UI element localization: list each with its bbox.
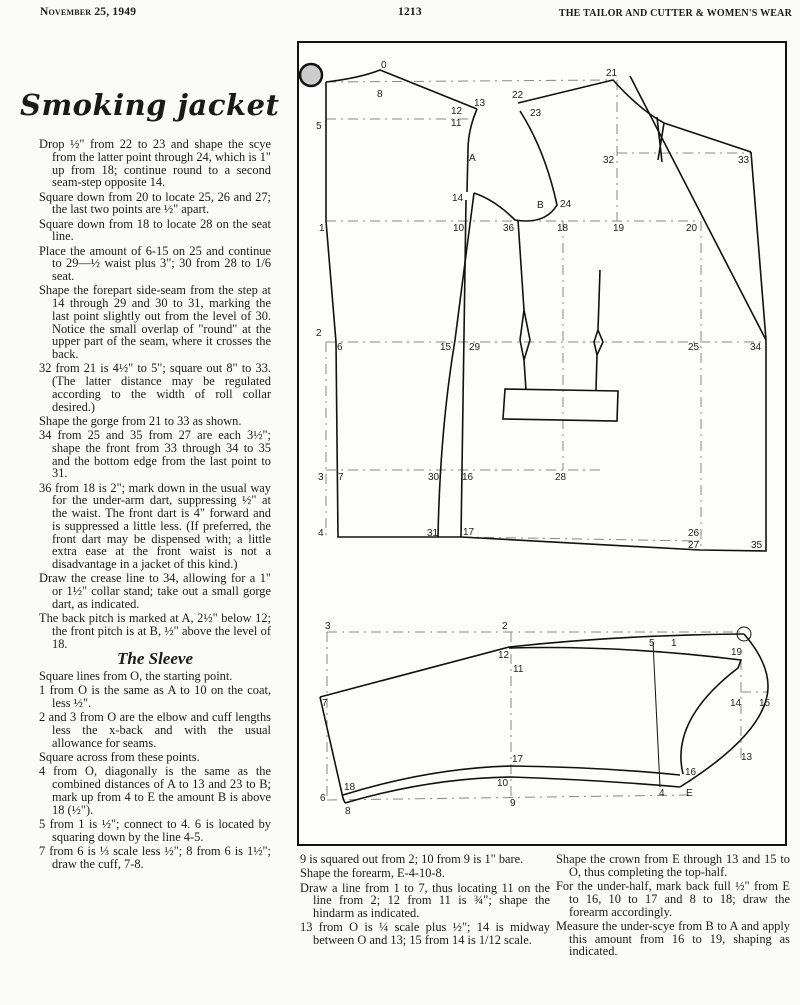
point-label: 3: [318, 472, 324, 483]
point-label: 33: [738, 155, 750, 166]
paragraph: 7 from 6 is ⅓ scale less ½"; 8 from 6 is 1½"; draw the cuff, 7-8.: [39, 843, 271, 871]
point-label: 22: [512, 90, 524, 101]
point-label: 25: [688, 342, 700, 353]
point-label: 1: [671, 638, 677, 649]
point-label: 3: [325, 621, 331, 632]
paragraph: 13 from O is ¼ scale plus ½"; 14 is midway between O and 13; 15 from 14 is 1/12 scale.: [300, 920, 550, 947]
paragraph: Shape the gorge from 21 to 33 as shown.: [39, 413, 242, 428]
point-label: 24: [560, 199, 572, 210]
point-label: 0: [381, 60, 387, 71]
point-label: 7: [322, 698, 328, 709]
point-label: 28: [555, 472, 567, 483]
point-label: 34: [750, 342, 762, 353]
left-text-column: [39, 138, 271, 872]
issue-date: November 25, 1949: [40, 6, 137, 18]
article-title: Smoking jacket: [20, 88, 280, 122]
point-label: 9: [510, 798, 516, 809]
paragraph: For the under-half, mark back full ½" from E to 16, 10 to 17 and 8 to 18; draw the forearm accordingly.: [556, 879, 790, 919]
paragraph: Square down from 20 to locate 25, 26 and 27; the last two points are ½" apart.: [39, 189, 271, 217]
point-label: 5: [649, 638, 655, 649]
point-label: 20: [686, 223, 698, 234]
paragraph: 32 from 21 is 4½" to 5"; square out 8" to 33. (The latter distance may be regulated according to the width of roll collar desired.): [39, 361, 271, 414]
point-label: 4: [318, 528, 324, 539]
point-label: 15: [440, 342, 452, 353]
paragraph: Shape the forearm, E-4-10-8.: [300, 866, 445, 881]
point-label: 8: [377, 89, 383, 100]
point-label: 2: [316, 328, 322, 339]
point-label: 31: [427, 528, 439, 539]
point-label: 18: [557, 223, 569, 234]
bottom-text-column-1: [300, 853, 550, 948]
point-label: 29: [469, 342, 481, 353]
paragraph: Draw the crease line to 34, allowing for a 1" or 1½" collar stand; take out a small gorge dart, as indicated.: [39, 571, 271, 611]
paragraph: Shape the crown from E through 13 and 15 to O, thus completing the top-half.: [556, 852, 790, 879]
paragraph: Square across from these points.: [39, 750, 200, 764]
paragraph: 2 and 3 from O are the elbow and cuff lengths less the x-back and with the usual allowance for seams.: [39, 710, 271, 750]
origin-marker: [300, 64, 322, 86]
point-label: 11: [513, 664, 524, 675]
point-label: E: [686, 788, 693, 799]
pattern-diagram: [296, 40, 790, 848]
point-label: 32: [603, 155, 615, 166]
paragraph: Shape the forepart side-seam from the step at 14 through 29 and 30 to 31, marking the last point slightly out from the level of 30. Notice the small overlap of "round" at the upper part of the seam, where it crosses the back.: [39, 283, 271, 361]
point-label: 16: [462, 472, 474, 483]
paragraph: Square lines from O, the starting point.: [39, 669, 233, 683]
point-label: 14: [730, 698, 742, 709]
point-label: 14: [452, 193, 464, 204]
paragraph: Square down from 18 to locate 28 on the seat line.: [39, 216, 271, 244]
point-label: 16: [685, 767, 697, 778]
point-label: 10: [497, 778, 509, 789]
paragraph: 36 from 18 is 2"; mark down in the usual way for the under-arm dart, suppressing ½" at the waist. The front dart is 4" forward and is suppressed a little less. (If preferred, the front dart may be dispensed with; a little extra ease at the front waist is not a disadvantage in a jacket of this kind.): [39, 480, 271, 571]
paragraph: Drop ½" from 22 to 23 and shape the scye from the latter point through 24, which is 1" up from 18; continue round to a second seam-step opposite 14.: [39, 137, 271, 190]
point-label: 13: [741, 752, 753, 763]
point-label: 30: [428, 472, 440, 483]
point-label: 12: [498, 650, 510, 661]
sleeve-heading: The Sleeve: [117, 649, 193, 669]
paragraph: Draw a line from 1 to 7, thus locating 11 on the line from 2; 12 from 11 is ¾"; shape the hindarm as indicated.: [300, 880, 550, 920]
point-label: 17: [512, 754, 524, 765]
point-label: B: [537, 200, 544, 211]
point-label: 1: [319, 223, 325, 234]
paragraph: Measure the under-scye from B to A and apply this amount from 16 to 19, shaping as indicated.: [556, 918, 790, 959]
point-label: 5: [316, 121, 322, 132]
point-label: 23: [530, 108, 542, 119]
bottom-text-column-2: [556, 853, 790, 960]
paragraph: 5 from 1 is ½"; connect to 4. 6 is located by squaring down by the line 4-5.: [39, 816, 271, 844]
point-label: 27: [688, 540, 700, 551]
diagram-frame: [298, 42, 786, 845]
point-label: 4: [659, 788, 665, 799]
paragraph: 34 from 25 and 35 from 27 are each 3½"; shape the front from 33 through 34 to 35 and the bottom edge from the last point to 31.: [39, 428, 271, 481]
paragraph: 1 from O is the same as A to 10 on the coat, less ½".: [39, 683, 271, 710]
point-label: 7: [338, 472, 344, 483]
point-label: 17: [463, 527, 475, 538]
publication-name: THE TAILOR AND CUTTER & WOMEN'S WEAR: [558, 8, 792, 19]
point-label: 6: [337, 342, 343, 353]
paragraph: 9 is squared out from 2; 10 from 9 is 1" bare.: [300, 852, 524, 866]
point-label: 12: [451, 106, 463, 117]
page-number: 1213: [398, 6, 422, 18]
point-label: 11: [451, 118, 462, 129]
point-label: 13: [474, 98, 486, 109]
point-label: 10: [453, 223, 465, 234]
point-label: 6: [320, 793, 326, 804]
paragraph: The back pitch is marked at A, 2½" below 12; the front pitch is at B, ½" above the level of 18.: [39, 611, 271, 651]
point-label: 26: [688, 528, 700, 539]
point-label: 35: [751, 540, 763, 551]
paragraph: Place the amount of 6-15 on 25 and continue to 29—½ waist plus 3"; 30 from 28 to 1/6 seat.: [39, 243, 271, 283]
paragraph: 4 from O, diagonally is the same as the combined distances of A to 13 and 23 to B; mark up from 4 to E the amount B is above 18 (½").: [39, 764, 271, 817]
point-label: 19: [613, 223, 625, 234]
point-label: 18: [344, 782, 356, 793]
point-label: 8: [345, 806, 351, 817]
point-label: 21: [606, 68, 618, 79]
point-label: 15: [759, 698, 771, 709]
point-label: A: [469, 153, 476, 164]
point-label: 2: [502, 621, 508, 632]
point-label: 36: [503, 223, 515, 234]
point-label: 19: [731, 647, 743, 658]
